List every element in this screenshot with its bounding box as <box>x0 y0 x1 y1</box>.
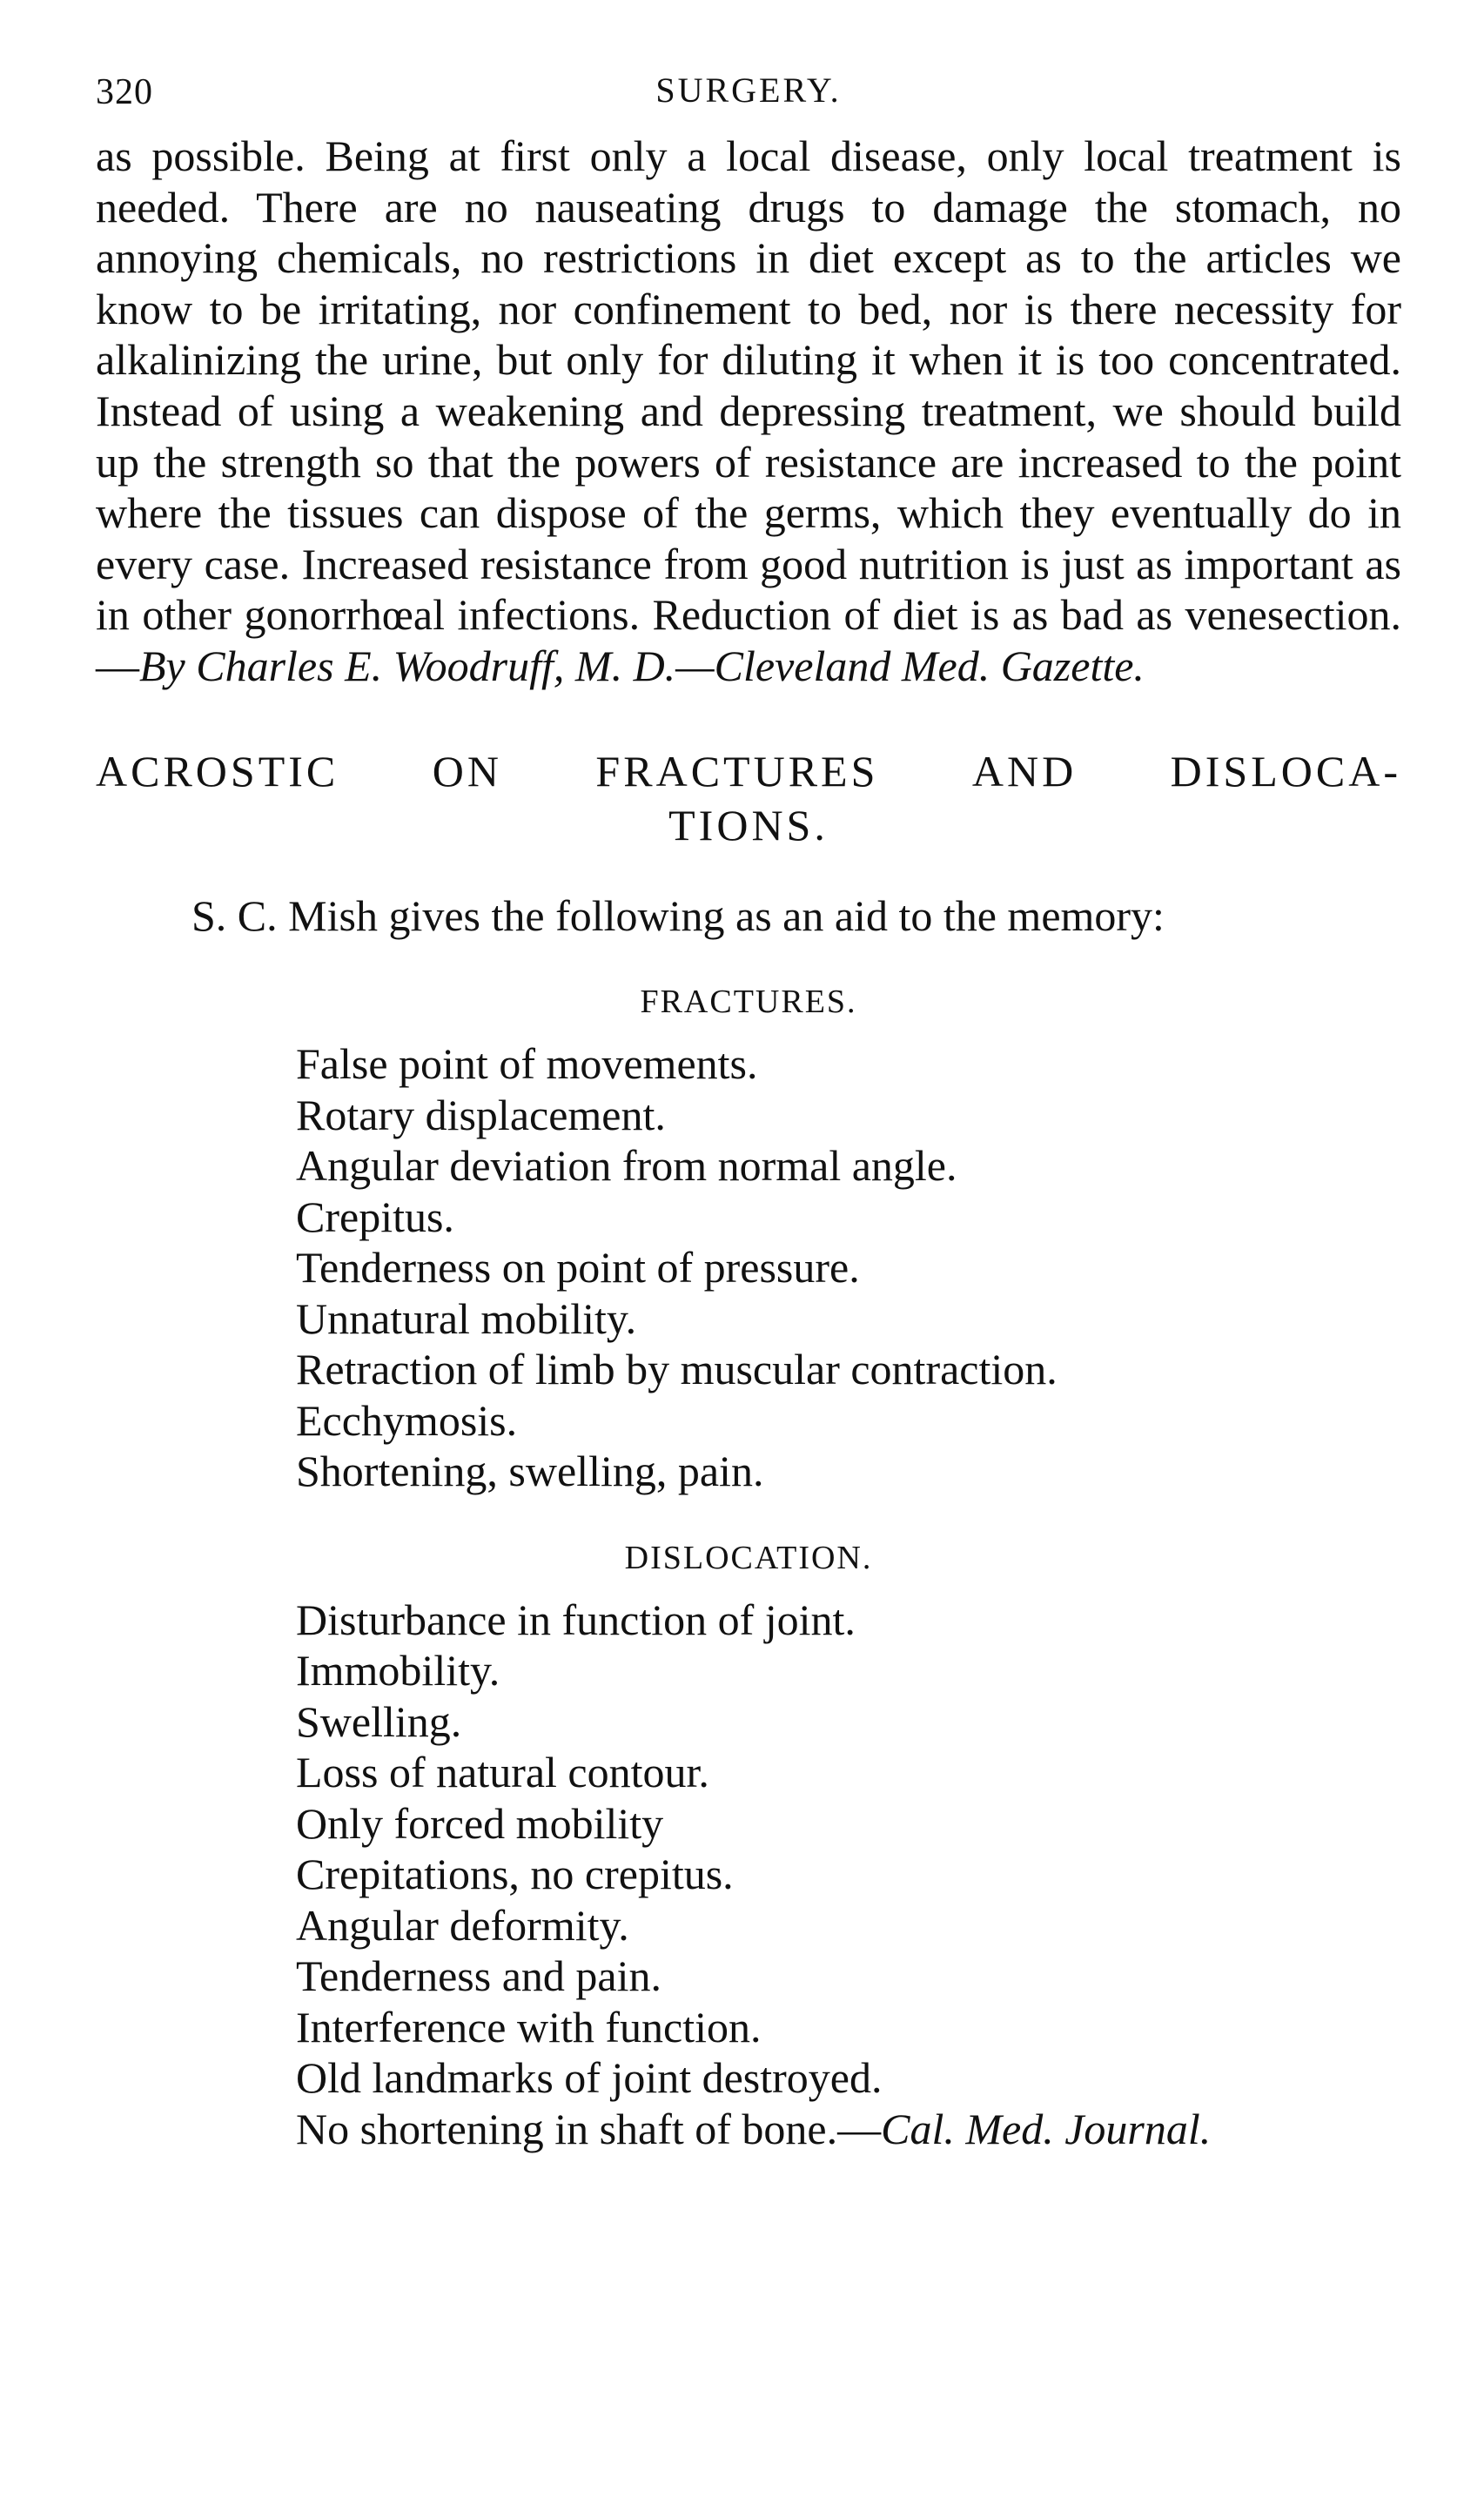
page-header <box>96 61 1401 131</box>
dislocation-list <box>96 1595 1401 2155</box>
list-item-text: No shortening in shaft of bone.— <box>296 2104 882 2153</box>
article-title <box>96 744 1401 852</box>
list-item: False point of movements. <box>296 1039 758 1089</box>
fractures-heading: FRACTURES. <box>640 984 857 1021</box>
dislocation-heading: DISLOCATION. <box>624 1539 873 1576</box>
fractures-list <box>96 1038 1401 1497</box>
list-item-last <box>296 2104 1401 2155</box>
list-item: Crepitations, no crepitus. <box>296 1850 734 1899</box>
article-intro: S. C. Mish gives the following as an aid to the memory: <box>191 890 1165 940</box>
paragraph-text: as possible. Being at first only a local disease, only local treatment is needed. There are no nauseating drugs to damage the stomach, no annoying chemicals, no restrictions in diet except as to the articles we know to be irritating, nor confinement to bed, nor is there necessity for alkalinizing the urine, but only for diluting it when it is too concentrated. Instead of using a weakening and depressing treatment, we should build up the strength so that the powers of resistance are increased to the point where the tissues can dispose of the germs, which they eventually do in every case. Increased resistance from good nutrition is just as important as in other gonorrhœal infections. Reduction of diet is as bad as venesection.— <box>96 131 1401 690</box>
list-item: Old landmarks of joint destroyed. <box>296 2053 883 2103</box>
list-item: Shortening, swelling, pain. <box>296 1447 764 1496</box>
list-item: Angular deformity. <box>296 1900 629 1950</box>
list-item: Rotary displacement. <box>296 1090 666 1139</box>
book-page <box>96 61 1401 2154</box>
list-item: Retraction of limb by muscular contraction. <box>296 1345 1058 1394</box>
list-item: Ecchymosis. <box>296 1395 518 1445</box>
title-word: ACROSTIC <box>96 746 339 796</box>
running-head: SURGERY. <box>655 71 842 110</box>
citation: By Charles E. Woodruff, M. D.—Cleveland Med. Gazette. <box>139 641 1145 690</box>
list-item: Immobility. <box>296 1646 500 1695</box>
title-word: FRACTURES <box>595 746 879 796</box>
list-item: Angular deviation from normal angle. <box>296 1141 957 1191</box>
list-item: Tenderness on point of pressure. <box>296 1243 860 1293</box>
journal-citation: Cal. Med. Journal. <box>881 2104 1212 2153</box>
page-number: 320 <box>96 72 153 112</box>
list-item: Swelling. <box>296 1696 462 1746</box>
list-item: Interference with function. <box>296 2002 762 2051</box>
title-word: ON <box>432 746 502 796</box>
list-item: Tenderness and pain. <box>296 1951 661 2001</box>
body-paragraph <box>96 131 1401 692</box>
list-item: Unnatural mobility. <box>296 1293 637 1343</box>
list-item: Only forced mobility <box>296 1798 664 1848</box>
article-title-line-2: TIONS. <box>668 800 829 849</box>
title-word: DISLOCA- <box>1170 746 1401 796</box>
list-item: Loss of natural contour. <box>296 1748 709 1797</box>
article-title-line-1 <box>96 744 1401 798</box>
list-item: Crepitus. <box>296 1192 454 1241</box>
list-item: Disturbance in function of joint. <box>296 1595 856 1644</box>
title-word: AND <box>971 746 1078 796</box>
